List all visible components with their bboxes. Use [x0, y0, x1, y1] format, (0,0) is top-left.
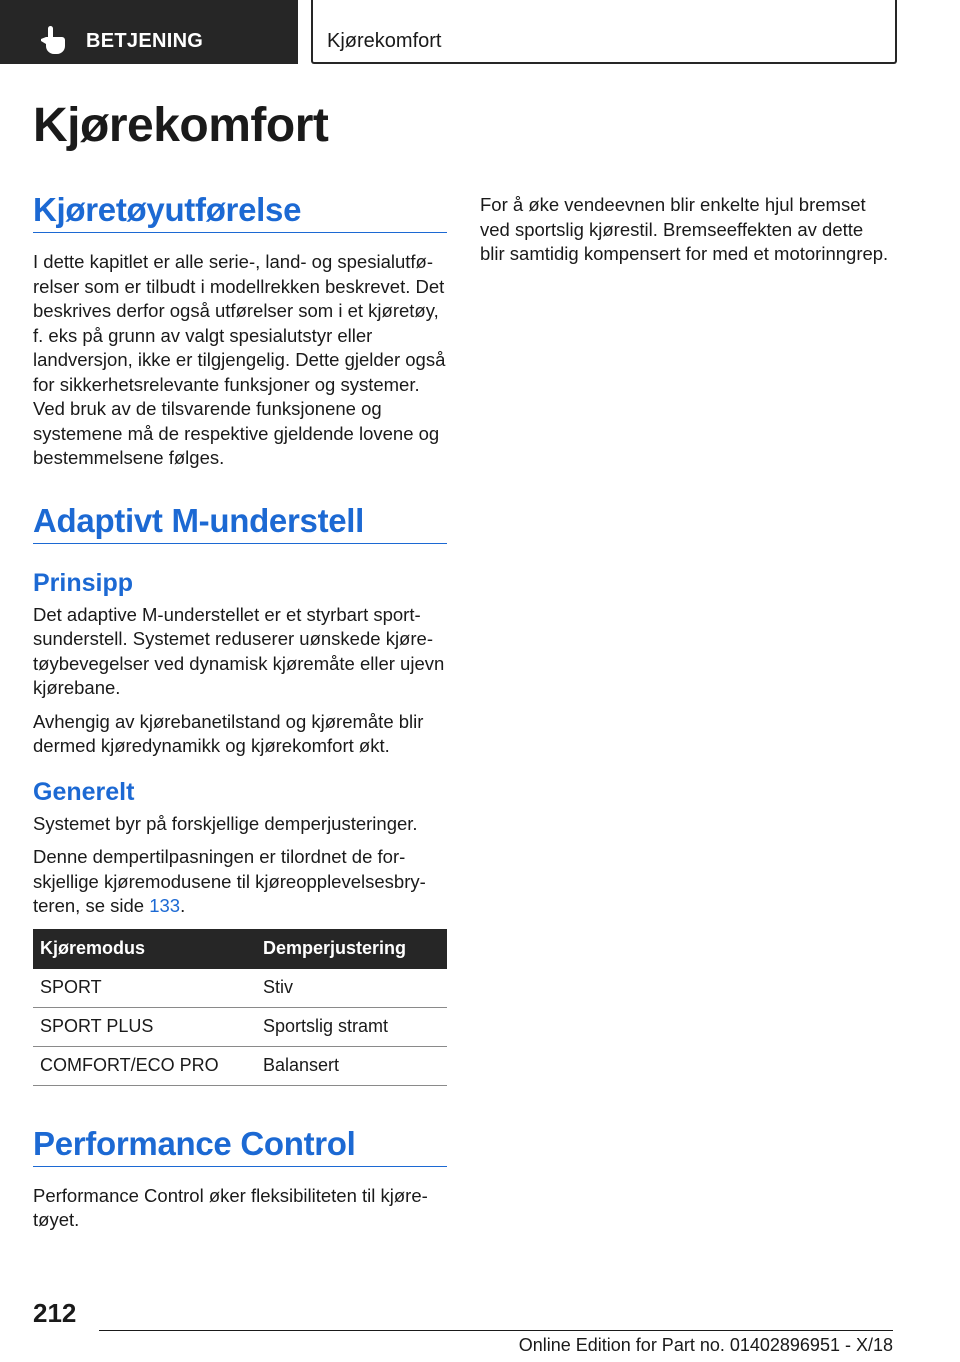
hand-pointer-icon	[40, 26, 66, 54]
table-cell-mode: SPORT PLUS	[33, 1007, 256, 1046]
principle-text-2: Avhengig av kjørebanetilstand og kjøremåte blir dermed kjøredynamikk og kjørekomfort økt.	[33, 710, 424, 756]
vehicle-equipment-text: I dette kapitlet er alle serie-, land- og spesialutførelser som er tilbudt i modellrekken beskrevet. Det beskrives derfor også utførelser som i et kjøretøy, f. eks på grunn av valgt spesialutstyr eller landversjon, ikke er tilgjengelig. Dette gjelder også for sikkerhetsrelevante funksjoner og systemer. Ved bruk av de tilsvarende funksjonene og systemene må de respektive gjeldende lovene og bestemmelsene følges.	[33, 251, 446, 468]
right-column	[480, 193, 890, 267]
table-row	[33, 1046, 447, 1085]
table-row	[33, 969, 447, 1008]
general-text-2-suffix: .	[180, 895, 186, 916]
table-cell-mode: COMFORT/ECO PRO	[33, 1046, 256, 1085]
general-text-2	[33, 845, 447, 919]
topic-tab	[311, 0, 897, 64]
footer-divider	[99, 1330, 893, 1331]
left-column	[33, 188, 447, 1233]
heading-adaptive-suspension: Adaptivt M-understell	[33, 499, 447, 544]
general-text-2-prefix: Denne dempertilpasningen er tilordnet de forskjellige kjøremodusene til kjøreopplevelsesbryteren, se side	[33, 846, 426, 916]
section-label: BETJENING	[86, 30, 204, 52]
heading-vehicle-equipment: Kjøretøyutførelse	[33, 188, 447, 233]
table-header-mode: Kjøremodus	[33, 929, 256, 969]
general-text-1: Systemet byr på forskjellige demperjusteringer.	[33, 812, 418, 834]
topic-label: Kjørekomfort	[327, 30, 442, 52]
chapter-title: Kjørekomfort	[33, 99, 329, 152]
performance-control-text: Performance Control øker fleksibiliteten til kjøretøyet.	[33, 1184, 428, 1230]
table-header-row	[33, 929, 447, 969]
footer-edition: Online Edition for Part no. 01402896951 - X/18	[518, 1335, 893, 1355]
section-tab	[0, 0, 298, 64]
table-cell-damper: Sportslig stramt	[256, 1007, 447, 1046]
drive-mode-table	[33, 929, 447, 1086]
performance-control-text-continued: For å øke vendeevnen blir enkelte hjul bremset ved sportslig kjørestil. Bremseeffekten av dette blir samtidig kompensert for med et motorinngrep.	[480, 194, 889, 264]
table-row	[33, 1007, 447, 1046]
page-link[interactable]: 133	[149, 895, 181, 916]
page-number: 212	[33, 1298, 77, 1328]
table-cell-damper: Stiv	[256, 969, 447, 1008]
heading-principle: Prinsipp	[33, 568, 134, 597]
table-header-damper: Demperjustering	[256, 929, 447, 969]
table-cell-mode: SPORT	[33, 969, 256, 1008]
heading-performance-control: Performance Control	[33, 1122, 447, 1167]
principle-text-1: Det adaptive M-understellet er et styrbart sportsunderstell. Systemet reduserer uønskede kjøretøybevegelser ved dynamisk kjøremåte eller ujevn kjørebane.	[33, 603, 445, 698]
heading-general: Generelt	[33, 777, 135, 806]
table-cell-damper: Balansert	[256, 1046, 447, 1085]
